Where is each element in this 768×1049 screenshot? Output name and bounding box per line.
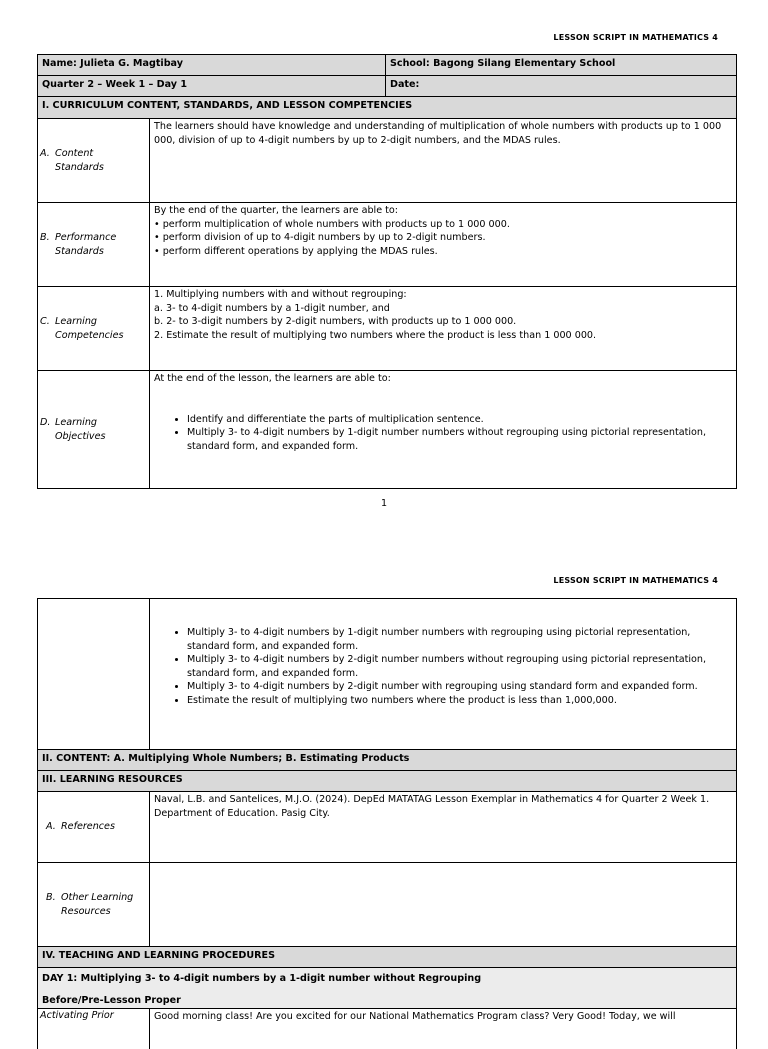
quarter-week-day: Quarter 2 – Week 1 – Day 1 <box>38 76 386 96</box>
content-standards-row <box>38 119 736 203</box>
row-letter: B. <box>46 892 56 903</box>
section-heading-3 <box>38 771 736 792</box>
lesson-table-page1 <box>37 54 737 489</box>
learning-competencies-row <box>38 287 736 371</box>
row-letter: D. <box>40 417 51 428</box>
page-header: LESSON SCRIPT IN MATHEMATICS 4 <box>553 33 718 42</box>
row-letter: B. <box>40 232 50 243</box>
objectives-list <box>154 413 732 454</box>
list-item: • perform division of up to 4-digit numbers by up to 2-digit numbers. <box>154 232 486 243</box>
activating-prior-row <box>38 1009 736 1049</box>
references-text: Naval, L.B. and Santelices, M.J.O. (2024). DepEd MATATAG Lesson Exemplar in Mathematics 4 for Quarter 2 Week 1. Department of Education. Pasig City. <box>154 794 710 819</box>
page-number: 1 <box>380 498 388 509</box>
learning-competencies-text <box>150 287 736 370</box>
references-row <box>38 792 736 863</box>
performance-standards-row <box>38 203 736 287</box>
list-item: 1. Multiplying numbers with and without regrouping: <box>154 289 407 300</box>
list-item: 2. Estimate the result of multiplying two numbers where the product is less than 1 000 000. <box>154 329 597 341</box>
row-label-text: Learning Competencies <box>55 316 124 341</box>
performance-standards-text <box>150 203 736 286</box>
row-label-text: Content Standards <box>55 148 104 173</box>
date-field: Date: <box>390 79 420 90</box>
day1-title: DAY 1: Multiplying 3- to 4-digit numbers by a 1-digit number without Regrouping <box>42 973 482 984</box>
info-row-1 <box>38 55 736 76</box>
section-heading-2 <box>38 750 736 771</box>
list-item: • Multiply 3- to 4-digit numbers by 2-digit number numbers without regrouping using pictorial representation, standard form, and expanded form. <box>187 653 732 680</box>
objectives-list <box>154 626 732 707</box>
row-label <box>38 287 150 370</box>
list-item: • Multiply 3- to 4-digit numbers by 1-digit number numbers without regrouping using pictorial representation, standard form, and expanded form. <box>187 426 732 453</box>
section-heading-1 <box>38 97 736 119</box>
row-label <box>38 119 150 202</box>
row-label <box>38 371 150 488</box>
list-item: • Estimate the result of multiplying two numbers where the product is less than 1,000,000. <box>187 694 732 708</box>
row-label-text: Learning Objectives <box>55 417 106 442</box>
list-item: • Multiply 3- to 4-digit numbers by 1-digit number numbers with regrouping using pictorial representation, standard form, and expanded form. <box>187 626 732 653</box>
intro-text: By the end of the quarter, the learners are able to: <box>154 205 399 216</box>
learning-objectives-row <box>38 371 736 488</box>
school-name: School: Bagong Silang Elementary School <box>390 58 616 69</box>
row-label <box>38 792 150 862</box>
list-item: • Identify and differentiate the parts of multiplication sentence. <box>187 413 732 427</box>
objectives-continued-row <box>38 599 736 750</box>
page-header: LESSON SCRIPT IN MATHEMATICS 4 <box>553 576 718 585</box>
other-resources-text <box>150 863 736 946</box>
lesson-table-page2 <box>37 598 737 1049</box>
row-letter: A. <box>46 821 56 833</box>
row-letter: C. <box>40 316 50 327</box>
row-label <box>38 1009 150 1049</box>
row-label-text: Performance Standards <box>55 232 117 257</box>
row-label-text: References <box>61 821 115 833</box>
day1-heading-row <box>38 968 736 1009</box>
learning-objectives-text <box>150 371 736 488</box>
row-label <box>38 863 150 946</box>
section-title: IV. TEACHING AND LEARNING PROCEDURES <box>42 950 275 961</box>
section-title: II. CONTENT: A. Multiplying Whole Numbers; B. Estimating Products <box>42 753 410 764</box>
content-standards-text: The learners should have knowledge and understanding of multiplication of whole numbers with products up to 1 000 000, division of up to 4-digit numbers by up to 2-digit numbers, and the MDAS rules. <box>154 121 722 146</box>
before-lesson-title: Before/Pre-Lesson Proper <box>42 994 181 1006</box>
row-letter: A. <box>40 148 50 159</box>
info-row-2 <box>38 76 736 97</box>
objectives-continued-text <box>150 599 736 749</box>
list-item: • Multiply 3- to 4-digit numbers by 2-digit number with regrouping using standard form and expanded form. <box>187 680 732 694</box>
row-label-text: Other Learning Resources <box>61 892 134 917</box>
teacher-name: Name: Julieta G. Magtibay <box>38 55 386 75</box>
row-label <box>38 599 150 749</box>
row-label-text: Activating Prior <box>40 1010 114 1021</box>
intro-text: At the end of the lesson, the learners are able to: <box>154 373 391 384</box>
other-resources-row <box>38 863 736 947</box>
section-heading-4 <box>38 947 736 968</box>
list-item: • perform multiplication of whole numbers with products up to 1 000 000. <box>154 218 510 230</box>
activating-prior-text: Good morning class! Are you excited for our National Mathematics Program class? Very Good! Today, we will <box>154 1011 676 1022</box>
list-item: a. 3- to 4-digit numbers by a 1-digit number, and <box>154 302 390 314</box>
list-item: • perform different operations by applying the MDAS rules. <box>154 245 438 257</box>
section-title: III. LEARNING RESOURCES <box>42 774 183 785</box>
row-label <box>38 203 150 286</box>
section-title: I. CURRICULUM CONTENT, STANDARDS, AND LESSON COMPETENCIES <box>42 100 413 111</box>
list-item: b. 2- to 3-digit numbers by 2-digit numbers, with products up to 1 000 000. <box>154 316 517 327</box>
